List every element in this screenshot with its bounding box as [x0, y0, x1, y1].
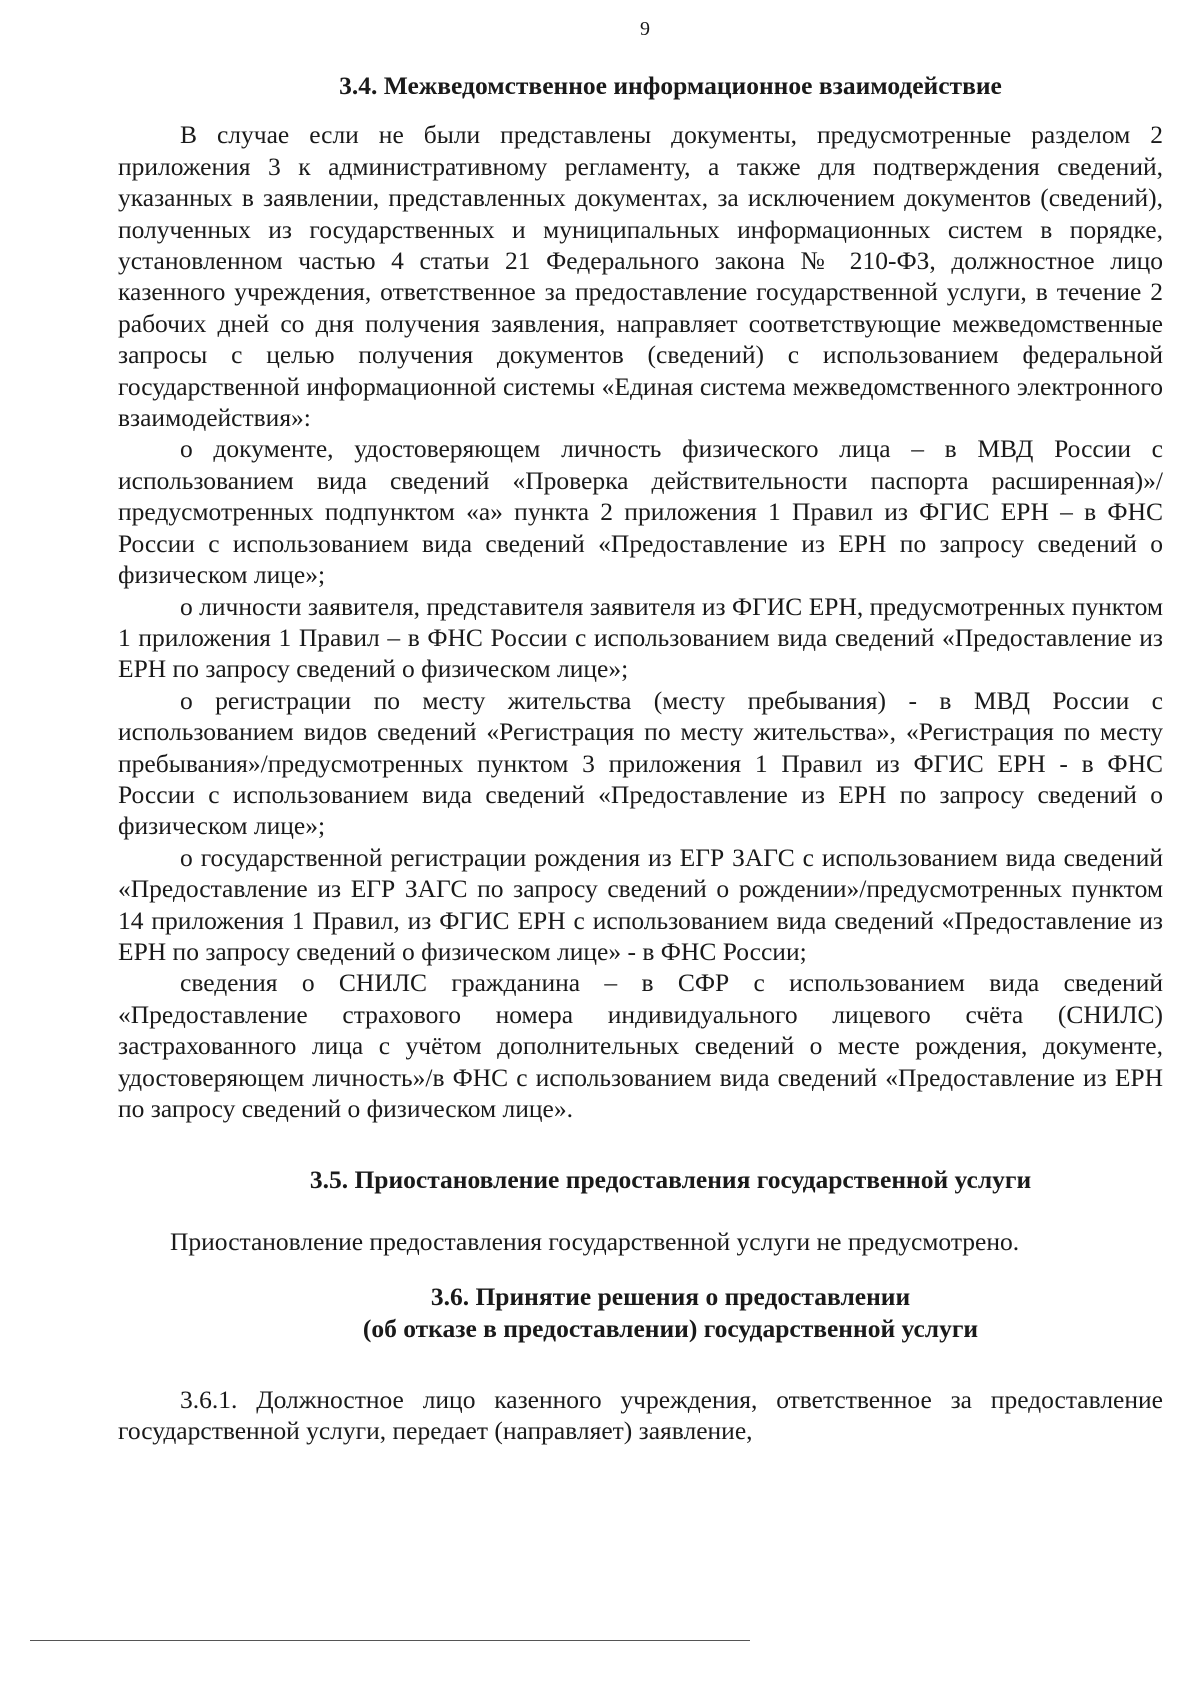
section-3-4-heading: 3.4. Межведомственное информационное взаимодействие — [339, 71, 1002, 100]
section-3-6-heading-line-1: 3.6. Принятие решения о предоставлении — [430, 1282, 911, 1312]
section-3-5-text: Приостановление предоставления государственной услуги не предусмотрено. — [170, 1226, 1020, 1256]
request-item-birth-registration: о государственной регистрации рождения из ЕГР ЗАГС с использованием вида сведений «Предоставление из ЕГР ЗАГС по запросу сведений о рождении»/предусмотренных пунктом 14 приложения 1 Правил, из ФГИС ЕРН с использованием вида сведений «Предоставление из ЕРН по запросу сведений о физическом лице» - в ФНС России; — [118, 842, 1163, 966]
section-3-6-1-text: 3.6.1. Должностное лицо казенного учреждения, ответственное за предоставление государственной услуги, передает (направляет) заявление, — [118, 1385, 1163, 1446]
footer-rule — [30, 1640, 750, 1641]
page-number: 9 — [640, 18, 650, 40]
section-3-6-heading-line-2: (об отказе в предоставлении) государственной услуги — [362, 1313, 979, 1343]
request-item-snils: сведения о СНИЛС гражданина – в СФР с использованием вида сведений «Предоставление страхового номера индивидуального лицевого счёта (СНИЛС) застрахованного лица с учётом дополнительных сведений о месте рождения, документе, удостоверяющем личность»/в ФНС с использованием вида сведений «Предоставление из ЕРН по запросу сведений о физическом лице». — [118, 968, 1163, 1123]
page-content — [118, 70, 1163, 1447]
request-item-applicant-identity: о личности заявителя, представителя заявителя из ФГИС ЕРН, предусмотренных пунктом 1 приложения 1 Правил – в ФНС России с использованием вида сведений «Предоставление из ЕРН по запросу сведений о физическом лице»; — [118, 591, 1163, 684]
request-item-registration: о регистрации по месту жительства (месту пребывания) - в МВД России с использованием видов сведений «Регистрация по месту жительства», «Регистрация по месту пребывания»/предусмотренных пунктом 3 приложения 1 Правил из ФГИС ЕРН - в ФНС России с использованием вида сведений «Предоставление из ЕРН по запросу сведений о физическом лице»; — [118, 685, 1163, 841]
request-item-identity-document: о документе, удостоверяющем личность физического лица – в МВД России с использованием вида сведений «Проверка действительности паспорта расширенная)»/предусмотренных подпунктом «а» пункта 2 приложения 1 Правил из ФГИС ЕРН – в ФНС России с использованием вида сведений «Предоставление из ЕРН по запросу сведений о физическом лице»; — [118, 434, 1163, 590]
section-3-6-heading — [178, 1281, 1163, 1344]
section-3-4-intro: В случае если не были представлены документы, предусмотренные разделом 2 приложения 3 к административному регламенту, а также для подтверждения сведений, указанных в заявлении, представленных документах, за исключением документов (сведений), полученных из государственных и муниципальных информационных систем в порядке, установленном частью 4 статьи 21 Федерального закона № 210-ФЗ, должностное лицо казенного учреждения, ответственное за предоставление государственной услуги, в течение 2 рабочих дней со дня получения заявления, направляет соответствующие межведомственные запросы с целью получения документов (сведений) с использованием федеральной государственной информационной системы «Единая система межведомственного электронного взаимодействия»: — [118, 120, 1163, 433]
section-3-5-heading: 3.5. Приостановление предоставления государственной услуги — [309, 1165, 1032, 1195]
